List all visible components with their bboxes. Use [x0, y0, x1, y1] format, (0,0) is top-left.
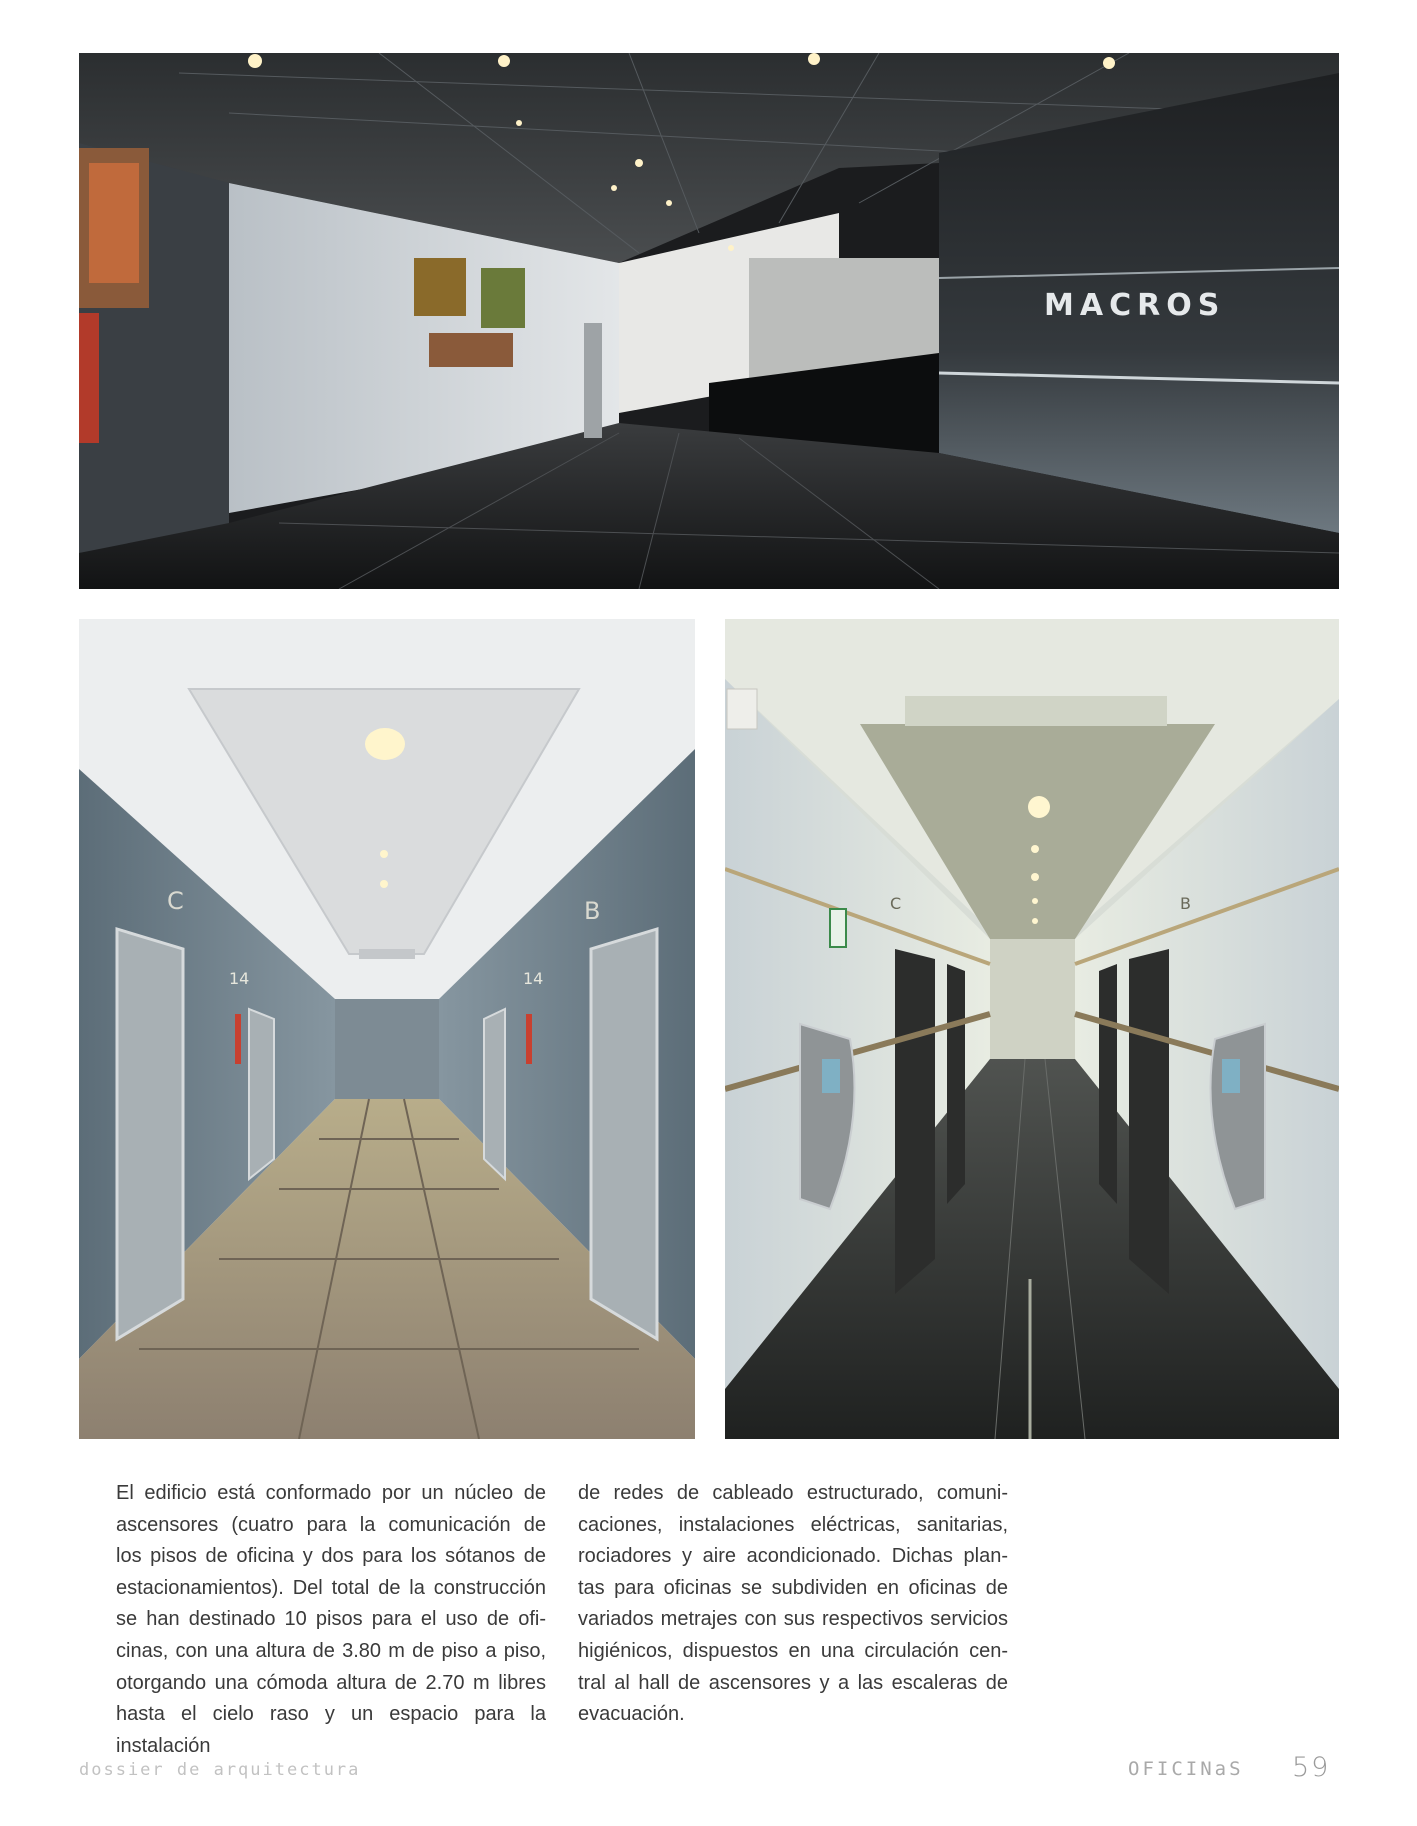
text-line: cinas, con una altura de 3.80 m de piso a piso,	[116, 1639, 546, 1662]
elevator-corridor-photo-marble	[725, 619, 1339, 1439]
floor-number-right: 14	[523, 969, 544, 988]
text-line: variados metrajes con sus respectivos servicios	[578, 1608, 1008, 1631]
text-line: hasta el cielo raso y un espacio para la instalación	[116, 1703, 546, 1757]
elevator-corridor-photo-blue	[79, 619, 695, 1439]
text-line: los pisos de oficina y dos para los sótanos de	[116, 1545, 546, 1568]
floor-number-left: 14	[229, 969, 250, 988]
publication-name: dossier de arquitectura	[79, 1760, 361, 1780]
elevator-letter-c: C	[890, 894, 902, 913]
text-line: ascensores (cuatro para la comunicación de	[116, 1513, 546, 1536]
text-line: El edificio está conformado por un núcleo de	[116, 1482, 546, 1504]
text-line: de redes de cableado estructurado, comuni-	[578, 1482, 1008, 1504]
text-line: tas para oficinas se subdividen en oficinas de	[578, 1576, 1008, 1599]
text-line: otorgando una cómoda altura de 2.70 m libres	[116, 1671, 546, 1694]
article-column-2	[578, 1478, 1008, 1731]
lobby-photo	[79, 53, 1339, 589]
elevator-letter-b: B	[584, 897, 601, 925]
text-line: evacuación.	[578, 1703, 685, 1726]
page-number: 59	[1292, 1752, 1331, 1783]
macros-sign-text: MACROS	[1044, 288, 1226, 323]
text-line: estacionamientos). Del total de la construcción	[116, 1576, 546, 1599]
text-line: higiénicos, dispuestos en una circulación cen-	[578, 1639, 1008, 1662]
section-name: OFICINaS	[1128, 1758, 1244, 1780]
text-line: se han destinado 10 pisos para el uso de ofi-	[116, 1608, 546, 1631]
elevator-letter-c: C	[167, 887, 184, 915]
text-line: tral al hall de ascensores y a las escaleras de	[578, 1671, 1008, 1694]
text-line: rociadores y aire acondicionado. Dichas plan-	[578, 1545, 1008, 1568]
article-column-1	[116, 1478, 546, 1757]
elevator-letter-b: B	[1180, 894, 1191, 913]
text-line: caciones, instalaciones eléctricas, sanitarias,	[578, 1513, 1008, 1536]
